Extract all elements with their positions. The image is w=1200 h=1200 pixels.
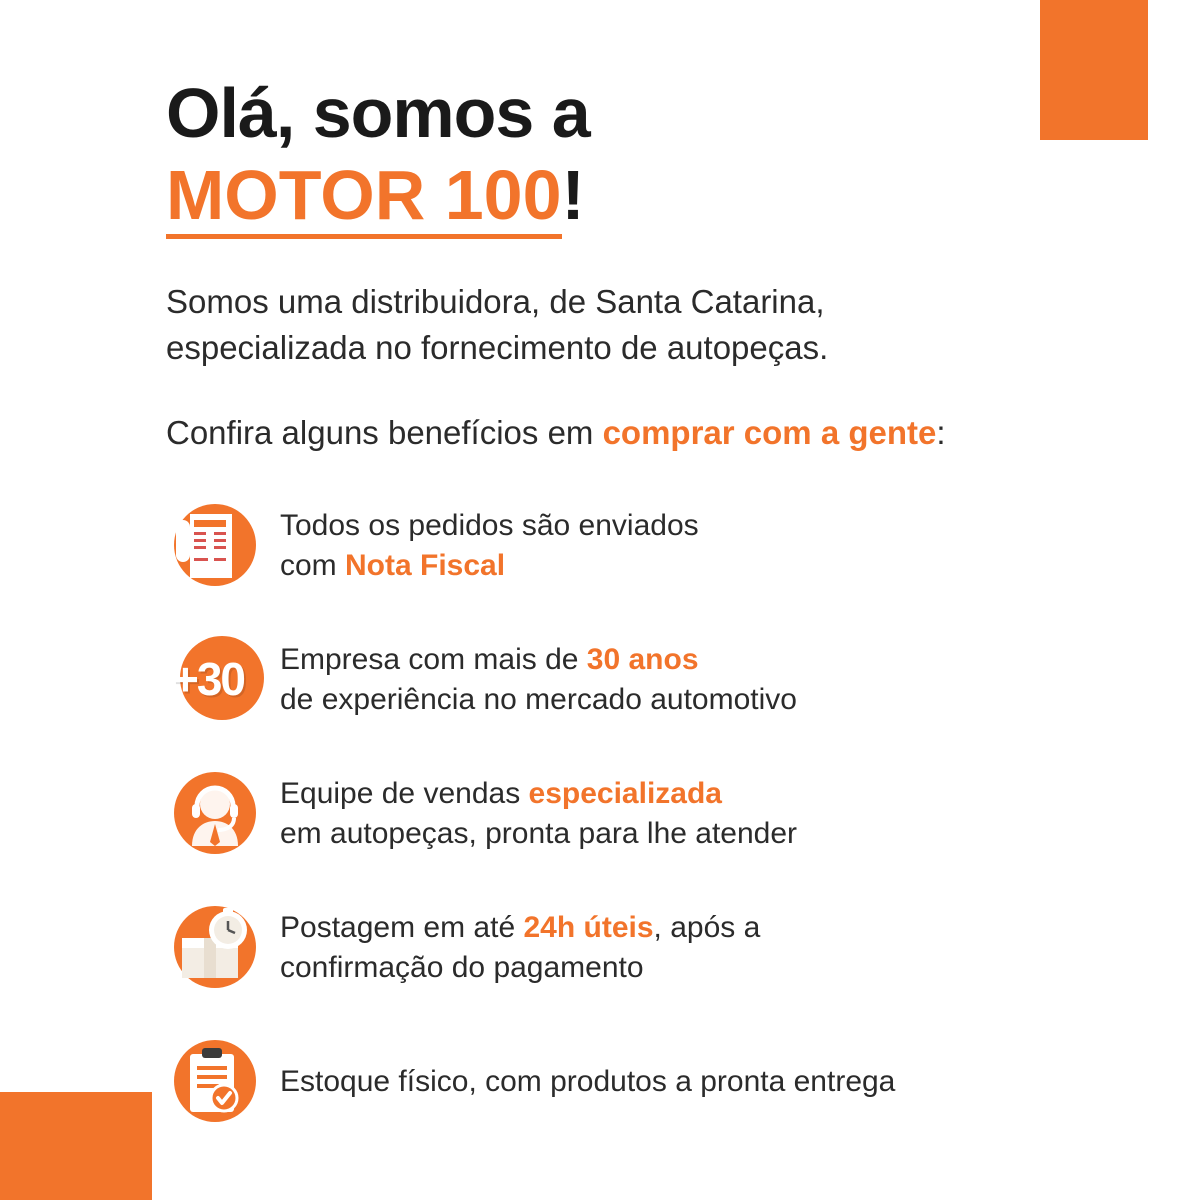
- receipt-icon: [166, 498, 262, 594]
- benefit-3-line-1-before: Equipe de vendas: [280, 776, 529, 810]
- list-item-text: [280, 908, 760, 989]
- benefit-1-highlight: Nota Fiscal: [345, 549, 506, 583]
- benefit-4-line-2: confirmação do pagamento: [280, 951, 644, 985]
- benefit-4-line-1-after: , após a: [653, 910, 761, 944]
- benefits-lead: [166, 414, 1116, 452]
- headset-agent-icon-glyph: [166, 766, 262, 862]
- clipboard-check-icon: [166, 1034, 262, 1130]
- benefit-4-line-1-before: Postagem em até: [280, 910, 524, 944]
- list-item: [166, 632, 1116, 728]
- page-content: [166, 74, 1116, 1130]
- benefit-5-line-1: Estoque físico, com produtos a pronta entrega: [280, 1065, 896, 1099]
- badge-30-label: +30: [171, 653, 245, 706]
- benefit-3-line-2: em autopeças, pronta para lhe atender: [280, 817, 798, 851]
- list-item-text: [280, 640, 797, 721]
- list-item-text: [280, 774, 797, 855]
- list-item: [166, 1034, 1116, 1130]
- headline-line-1: Olá, somos a: [166, 74, 590, 152]
- benefit-3-highlight: especializada: [528, 776, 722, 810]
- benefit-2-highlight: 30 anos: [586, 642, 699, 676]
- benefit-2-line-2: de experiência no mercado automotivo: [280, 683, 797, 717]
- package-stopwatch-icon-glyph: [166, 900, 262, 996]
- headset-agent-icon: [166, 766, 262, 862]
- list-item: [166, 498, 1116, 594]
- intro-line-2: especializada no fornecimento de autopeças.: [166, 328, 829, 366]
- benefit-2-line-1-before: Empresa com mais de: [280, 642, 587, 676]
- headline-line-2: [166, 155, 1116, 239]
- list-item: [166, 766, 1116, 862]
- benefits-list: [166, 498, 1116, 1130]
- page-title: [166, 74, 1116, 152]
- plus-thirty-badge-icon: [166, 632, 262, 728]
- benefit-1-line-1: Todos os pedidos são enviados: [280, 508, 699, 542]
- list-item: [166, 900, 1116, 996]
- brand-exclamation: !: [561, 156, 585, 235]
- benefits-lead-before: Confira alguns benefícios em: [166, 414, 603, 452]
- benefits-lead-after: :: [936, 414, 946, 452]
- benefits-lead-highlight: comprar com a gente: [602, 414, 937, 452]
- decorative-square-bottom-left: [0, 1092, 152, 1200]
- intro-paragraph: [166, 279, 1046, 370]
- benefit-4-highlight: 24h úteis: [523, 910, 654, 944]
- receipt-icon-glyph: [166, 498, 262, 594]
- list-item-text: [280, 506, 699, 587]
- list-item-text: [280, 1062, 895, 1103]
- package-stopwatch-icon: [166, 900, 262, 996]
- clipboard-check-icon-glyph: [166, 1034, 262, 1130]
- benefit-1-line-2-before: com: [280, 549, 346, 583]
- brand-name: MOTOR 100: [166, 160, 562, 239]
- intro-line-1: Somos uma distribuidora, de Santa Catarina,: [166, 283, 825, 321]
